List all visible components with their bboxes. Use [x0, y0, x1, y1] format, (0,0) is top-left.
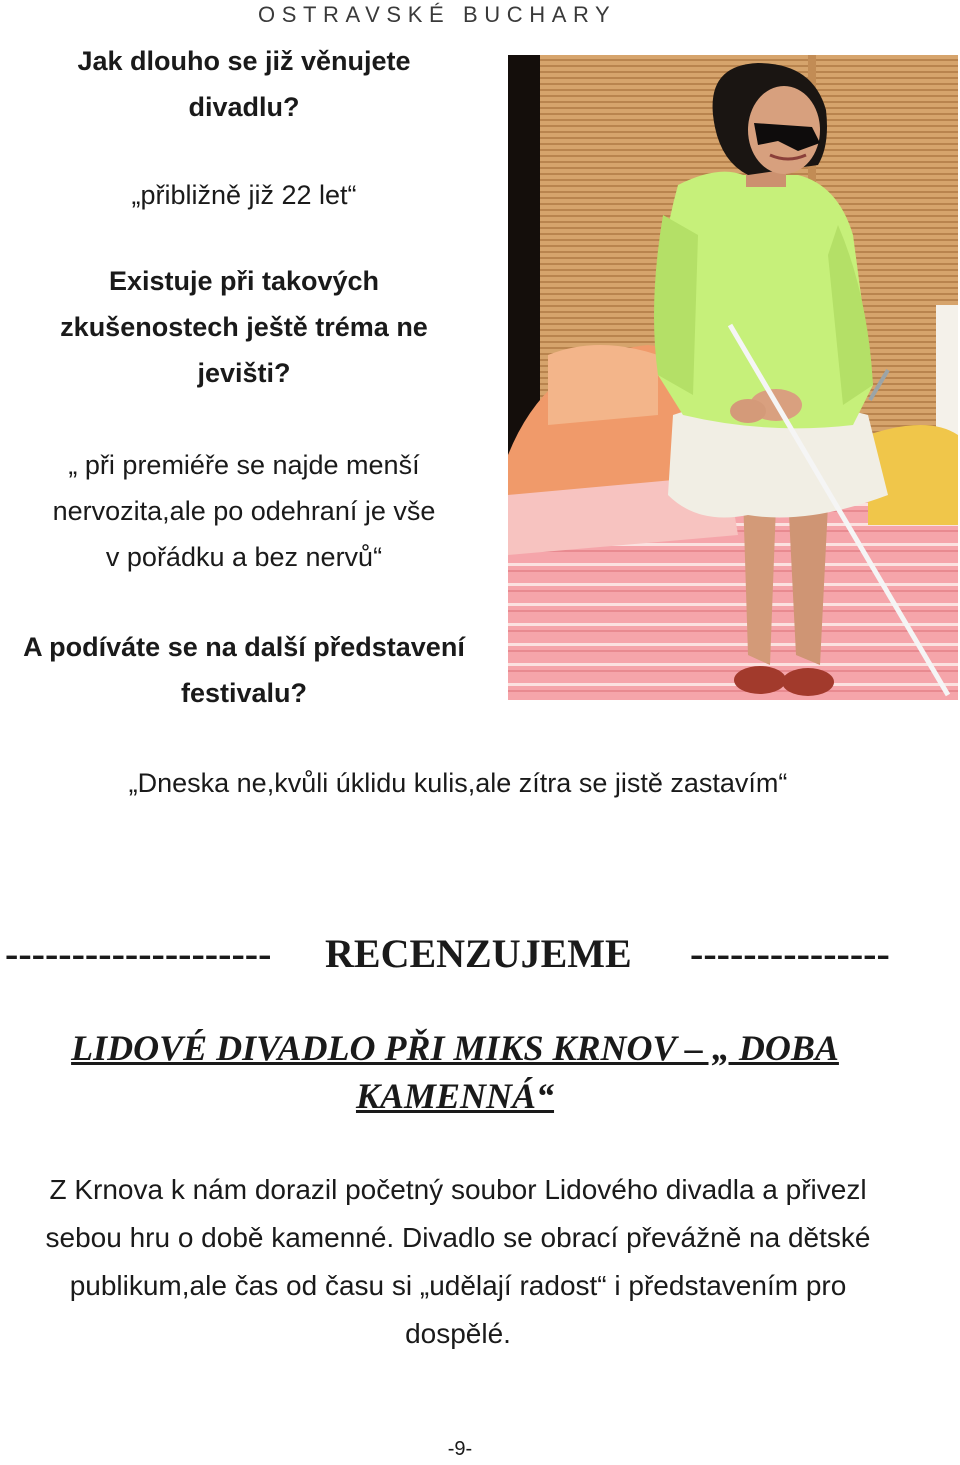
heading-dashes-right: --------------- — [690, 931, 890, 976]
heading-dashes-left: -------------------- — [5, 931, 272, 976]
page-number: -9- — [447, 1438, 473, 1460]
answer-2-line-3: v pořádku a bez nervů“ — [105, 542, 383, 572]
question-2 — [28, 258, 460, 396]
review-heading: RECENZUJEME — [325, 931, 632, 976]
answer-2 — [10, 442, 478, 580]
review-body-line-3: publikum,ale čas od času si „udělají radost“ i představením pro — [69, 1270, 847, 1301]
review-body-line-1: Z Krnova k nám dorazil početný soubor Lidového divadla a přivezl — [49, 1174, 867, 1205]
answer-3: „Dneska ne,kvůli úklidu kulis,ale zítra se jistě zastavím“ — [128, 768, 788, 798]
question-1-line-1: Jak dlouho se již věnujete — [77, 46, 411, 76]
answer-2-line-1: „ při premiéře se najde menší — [68, 450, 420, 480]
answer-1: „přibližně již 22 let“ — [131, 180, 357, 210]
review-heading-row — [0, 930, 960, 990]
question-2-line-2: zkušenostech ještě tréma ne — [60, 312, 428, 342]
question-3 — [0, 624, 488, 716]
question-2-line-3: jevišti? — [197, 358, 291, 388]
newspaper-header: OSTRAVSKÉ BUCHARY — [258, 2, 617, 27]
review-title-line-1: LIDOVÉ DIVADLO PŘI MIKS KRNOV – „ DOBA — [71, 1028, 839, 1068]
question-3-line-1: A podíváte se na další představení — [23, 632, 465, 662]
review-body-line-4: dospělé. — [405, 1318, 511, 1349]
actress-photo — [508, 55, 958, 700]
answer-2-line-2: nervozita,ale po odehraní je vše — [52, 496, 436, 526]
question-2-line-1: Existuje při takových — [108, 266, 380, 296]
question-1-line-2: divadlu? — [188, 92, 300, 122]
question-3-line-2: festivalu? — [180, 678, 308, 708]
review-body-line-2: sebou hru o době kamenné. Divadlo se obrací převážně na dětské — [45, 1222, 871, 1253]
review-title — [30, 1024, 880, 1120]
review-body — [0, 1166, 916, 1358]
review-title-line-2: KAMENNÁ“ — [355, 1076, 555, 1116]
question-1 — [40, 38, 448, 130]
